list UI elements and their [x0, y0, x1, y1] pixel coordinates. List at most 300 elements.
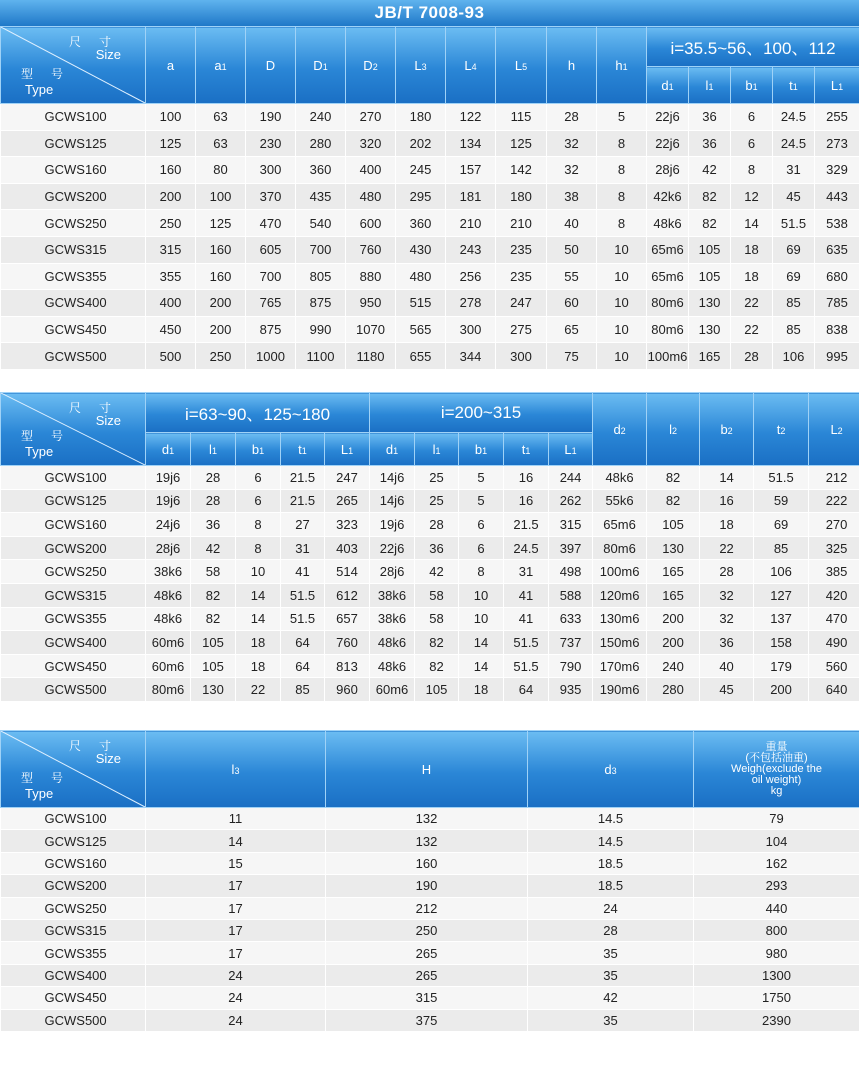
value-cell: 329 — [815, 157, 859, 184]
value-cell: 162 — [694, 852, 859, 874]
value-cell: 19j6 — [146, 466, 191, 490]
header-label: b — [474, 441, 483, 457]
header-label: L — [514, 57, 523, 73]
value-cell: 588 — [549, 583, 593, 607]
value-cell: 48k6 — [146, 583, 191, 607]
model-cell: GCWS450 — [1, 654, 146, 678]
value-cell: 80m6 — [593, 536, 647, 560]
value-cell: 75 — [547, 343, 597, 370]
value-cell: 160 — [146, 157, 196, 184]
value-cell: 181 — [446, 183, 496, 210]
value-cell: 24.5 — [504, 536, 549, 560]
value-cell: 633 — [549, 607, 593, 631]
value-cell: 51.5 — [754, 466, 809, 490]
table-row — [1, 808, 859, 830]
value-cell: 375 — [326, 1009, 528, 1031]
value-cell: 134 — [446, 130, 496, 157]
corner-size-cn: 尺寸 — [68, 401, 129, 415]
value-cell: 150m6 — [593, 631, 647, 655]
value-cell: 280 — [296, 130, 346, 157]
col-header — [146, 731, 326, 808]
value-cell: 1070 — [346, 316, 396, 343]
value-cell: 790 — [549, 654, 593, 678]
value-cell: 990 — [296, 316, 346, 343]
value-cell: 1750 — [694, 987, 859, 1009]
value-cell: 490 — [809, 631, 859, 655]
value-cell: 612 — [325, 583, 370, 607]
value-cell: 273 — [815, 130, 859, 157]
value-cell: 244 — [549, 466, 593, 490]
ratio-sub-header — [459, 433, 504, 466]
value-cell: 85 — [754, 536, 809, 560]
value-cell: 657 — [325, 607, 370, 631]
value-cell: 48k6 — [370, 654, 415, 678]
value-cell: 24 — [528, 897, 694, 919]
table-row — [1, 343, 859, 370]
value-cell: 64 — [504, 678, 549, 702]
model-cell: GCWS500 — [1, 1009, 146, 1031]
ratio-sub-header — [191, 433, 236, 466]
table-row — [1, 290, 859, 317]
header-subscript: 2 — [780, 425, 786, 436]
value-cell: 700 — [246, 263, 296, 290]
col-header — [809, 393, 859, 466]
table-row — [1, 489, 859, 513]
value-cell: 538 — [815, 210, 859, 237]
weight-header-line: kg — [770, 784, 783, 797]
value-cell: 180 — [496, 183, 547, 210]
header-subscript: 2 — [837, 425, 843, 436]
value-cell: 24.5 — [773, 130, 815, 157]
table-row — [1, 919, 859, 941]
header-label: L — [830, 421, 838, 437]
ratio-sub-header — [504, 433, 549, 466]
value-cell: 18 — [731, 263, 773, 290]
value-cell: 28j6 — [647, 157, 689, 184]
value-cell: 14j6 — [370, 489, 415, 513]
value-cell: 58 — [415, 583, 459, 607]
value-cell: 21.5 — [281, 466, 325, 490]
value-cell: 280 — [647, 678, 700, 702]
value-cell: 41 — [504, 607, 549, 631]
table-row — [1, 631, 859, 655]
header-label: l — [231, 761, 235, 777]
value-cell: 14.5 — [528, 808, 694, 830]
value-cell: 125 — [496, 130, 547, 157]
dimension-table-2 — [0, 392, 859, 702]
value-cell: 157 — [446, 157, 496, 184]
value-cell: 1180 — [346, 343, 396, 370]
header-label: d — [385, 441, 394, 457]
value-cell: 262 — [549, 489, 593, 513]
value-cell: 230 — [246, 130, 296, 157]
corner-model-cn: 型号 — [21, 429, 82, 443]
value-cell: 122 — [446, 104, 496, 131]
ratio-sub-header — [325, 433, 370, 466]
header-subscript: 1 — [622, 61, 628, 72]
col-header — [647, 393, 700, 466]
header-label: t — [789, 77, 793, 93]
header-label: L — [464, 57, 472, 73]
header-subscript: 3 — [421, 61, 427, 72]
col-header — [196, 27, 246, 104]
col-header — [146, 27, 196, 104]
value-cell: 785 — [815, 290, 859, 317]
value-cell: 250 — [326, 919, 528, 941]
value-cell: 10 — [597, 290, 647, 317]
value-cell: 165 — [647, 583, 700, 607]
value-cell: 240 — [296, 104, 346, 131]
header-label: l — [705, 77, 709, 93]
value-cell: 16 — [504, 466, 549, 490]
value-cell: 120m6 — [593, 583, 647, 607]
value-cell: 22 — [700, 536, 754, 560]
dimension-table-3 — [0, 730, 859, 1032]
value-cell: 60 — [547, 290, 597, 317]
value-cell: 295 — [396, 183, 446, 210]
col-header — [246, 27, 296, 104]
value-cell: 16 — [700, 489, 754, 513]
table-row — [1, 607, 859, 631]
model-cell: GCWS250 — [1, 560, 146, 584]
value-cell: 200 — [754, 678, 809, 702]
value-cell: 105 — [191, 631, 236, 655]
header-label: L — [830, 77, 839, 93]
value-cell: 165 — [647, 560, 700, 584]
value-cell: 14 — [731, 210, 773, 237]
value-cell: 132 — [326, 808, 528, 830]
value-cell: 190 — [326, 875, 528, 897]
value-cell: 813 — [325, 654, 370, 678]
value-cell: 1100 — [296, 343, 346, 370]
table-row — [1, 678, 859, 702]
header-subscript: 1 — [322, 61, 328, 72]
header-subscript: 1 — [838, 81, 844, 92]
value-cell: 12 — [731, 183, 773, 210]
value-cell: 1000 — [246, 343, 296, 370]
value-cell: 38 — [547, 183, 597, 210]
ratio-sub-header — [773, 67, 815, 104]
value-cell: 360 — [396, 210, 446, 237]
value-cell: 31 — [504, 560, 549, 584]
value-cell: 55 — [547, 263, 597, 290]
value-cell: 235 — [496, 263, 547, 290]
value-cell: 130 — [191, 678, 236, 702]
value-cell: 24.5 — [773, 104, 815, 131]
value-cell: 132 — [326, 830, 528, 852]
value-cell: 32 — [700, 583, 754, 607]
ratio-group-header: i=35.5~56、100、112 — [647, 27, 859, 67]
value-cell: 6 — [731, 130, 773, 157]
value-cell: 212 — [809, 466, 859, 490]
value-cell: 450 — [146, 316, 196, 343]
corner-type-en: Type — [25, 786, 54, 801]
value-cell: 14j6 — [370, 466, 415, 490]
value-cell: 440 — [694, 897, 859, 919]
value-cell: 265 — [326, 942, 528, 964]
table-row — [1, 536, 859, 560]
value-cell: 278 — [446, 290, 496, 317]
model-cell: GCWS160 — [1, 513, 146, 537]
corner-type-en: Type — [25, 82, 54, 97]
header-label: H — [421, 761, 432, 777]
value-cell: 42 — [191, 536, 236, 560]
value-cell: 45 — [773, 183, 815, 210]
value-cell: 200 — [196, 316, 246, 343]
value-cell: 22 — [236, 678, 281, 702]
value-cell: 38k6 — [146, 560, 191, 584]
value-cell: 35 — [528, 942, 694, 964]
weight-header — [694, 731, 859, 808]
value-cell: 105 — [689, 236, 731, 263]
header-subscript: 2 — [620, 425, 626, 436]
value-cell: 1300 — [694, 964, 859, 986]
value-cell: 22 — [731, 316, 773, 343]
corner-size-en: Size — [95, 413, 121, 428]
value-cell: 360 — [296, 157, 346, 184]
value-cell: 240 — [647, 654, 700, 678]
value-cell: 200 — [146, 183, 196, 210]
value-cell: 160 — [326, 852, 528, 874]
value-cell: 250 — [196, 343, 246, 370]
value-cell: 65m6 — [647, 236, 689, 263]
value-cell: 65m6 — [593, 513, 647, 537]
value-cell: 18.5 — [528, 875, 694, 897]
value-cell: 680 — [815, 263, 859, 290]
value-cell: 18 — [236, 631, 281, 655]
value-cell: 82 — [689, 210, 731, 237]
corner-type-en: Type — [25, 444, 54, 459]
header-subscript: 1 — [708, 81, 714, 92]
table-row — [1, 830, 859, 852]
header-label: L — [414, 57, 422, 73]
value-cell: 137 — [754, 607, 809, 631]
value-cell: 82 — [415, 654, 459, 678]
value-cell: 315 — [326, 987, 528, 1009]
table-row — [1, 942, 859, 964]
value-cell: 400 — [146, 290, 196, 317]
value-cell: 14 — [236, 607, 281, 631]
header-label: d — [604, 761, 612, 777]
table-row — [1, 1009, 859, 1031]
model-cell: GCWS100 — [1, 466, 146, 490]
ratio-sub-header — [647, 67, 689, 104]
corner-model-cn: 型号 — [21, 67, 82, 81]
value-cell: 8 — [731, 157, 773, 184]
value-cell: 565 — [396, 316, 446, 343]
value-cell: 51.5 — [773, 210, 815, 237]
value-cell: 10 — [597, 236, 647, 263]
value-cell: 48k6 — [647, 210, 689, 237]
value-cell: 105 — [415, 678, 459, 702]
value-cell: 250 — [146, 210, 196, 237]
ratio-sub-header — [815, 67, 859, 104]
model-cell: GCWS400 — [1, 290, 146, 317]
value-cell: 80m6 — [146, 678, 191, 702]
value-cell: 950 — [346, 290, 396, 317]
value-cell: 245 — [396, 157, 446, 184]
value-cell: 179 — [754, 654, 809, 678]
value-cell: 200 — [196, 290, 246, 317]
ratio-sub-header — [549, 433, 593, 466]
header-label: d — [661, 77, 669, 93]
value-cell: 22j6 — [647, 104, 689, 131]
model-cell: GCWS315 — [1, 919, 146, 941]
value-cell: 14 — [459, 631, 504, 655]
col-header — [396, 27, 446, 104]
header-label: D — [265, 57, 276, 73]
model-cell: GCWS125 — [1, 489, 146, 513]
header-label: h — [615, 57, 623, 73]
value-cell: 8 — [597, 183, 647, 210]
header-label: L — [340, 441, 349, 457]
value-cell: 222 — [809, 489, 859, 513]
value-cell: 320 — [346, 130, 396, 157]
value-cell: 800 — [694, 919, 859, 941]
value-cell: 275 — [496, 316, 547, 343]
model-cell: GCWS355 — [1, 942, 146, 964]
value-cell: 315 — [549, 513, 593, 537]
col-header — [597, 27, 647, 104]
value-cell: 8 — [597, 157, 647, 184]
value-cell: 32 — [700, 607, 754, 631]
value-cell: 435 — [296, 183, 346, 210]
model-cell: GCWS250 — [1, 210, 146, 237]
corner-size-cn: 尺寸 — [68, 35, 129, 49]
value-cell: 265 — [326, 964, 528, 986]
value-cell: 18 — [700, 513, 754, 537]
value-cell: 355 — [146, 263, 196, 290]
value-cell: 22 — [731, 290, 773, 317]
value-cell: 514 — [325, 560, 370, 584]
table-row — [1, 263, 859, 290]
value-cell: 142 — [496, 157, 547, 184]
header-subscript: 1 — [792, 81, 798, 92]
col-header — [296, 27, 346, 104]
value-cell: 325 — [809, 536, 859, 560]
value-cell: 6 — [459, 536, 504, 560]
model-cell: GCWS160 — [1, 157, 146, 184]
value-cell: 16 — [504, 489, 549, 513]
value-cell: 32 — [547, 157, 597, 184]
model-cell: GCWS125 — [1, 830, 146, 852]
value-cell: 31 — [773, 157, 815, 184]
value-cell: 403 — [325, 536, 370, 560]
value-cell: 190 — [246, 104, 296, 131]
header-subscript: 1 — [482, 445, 488, 456]
value-cell: 41 — [281, 560, 325, 584]
value-cell: 51.5 — [504, 631, 549, 655]
value-cell: 51.5 — [504, 654, 549, 678]
value-cell: 58 — [415, 607, 459, 631]
table-row — [1, 583, 859, 607]
col-header — [593, 393, 647, 466]
value-cell: 256 — [446, 263, 496, 290]
value-cell: 130m6 — [593, 607, 647, 631]
model-cell: GCWS200 — [1, 875, 146, 897]
value-cell: 293 — [694, 875, 859, 897]
value-cell: 104 — [694, 830, 859, 852]
header-label: L — [564, 441, 572, 457]
value-cell: 28 — [547, 104, 597, 131]
value-cell: 5 — [597, 104, 647, 131]
value-cell: 323 — [325, 513, 370, 537]
value-cell: 430 — [396, 236, 446, 263]
value-cell: 2390 — [694, 1009, 859, 1031]
table-row — [1, 987, 859, 1009]
ratio-sub-header — [731, 67, 773, 104]
value-cell: 28 — [191, 489, 236, 513]
value-cell: 48k6 — [593, 466, 647, 490]
value-cell: 55k6 — [593, 489, 647, 513]
value-cell: 515 — [396, 290, 446, 317]
header-label: D — [363, 57, 373, 73]
value-cell: 480 — [396, 263, 446, 290]
col-header — [326, 731, 528, 808]
value-cell: 8 — [459, 560, 504, 584]
value-cell: 370 — [246, 183, 296, 210]
model-cell: GCWS125 — [1, 130, 146, 157]
value-cell: 265 — [325, 489, 370, 513]
table-row — [1, 236, 859, 263]
value-cell: 243 — [446, 236, 496, 263]
value-cell: 35 — [528, 1009, 694, 1031]
table-row — [1, 104, 859, 131]
header-subscript: 1 — [259, 445, 265, 456]
header-label: b — [720, 421, 728, 437]
value-cell: 235 — [496, 236, 547, 263]
table-row — [1, 513, 859, 537]
value-cell: 38k6 — [370, 583, 415, 607]
value-cell: 80 — [196, 157, 246, 184]
value-cell: 640 — [809, 678, 859, 702]
value-cell: 18 — [731, 236, 773, 263]
value-cell: 28 — [731, 343, 773, 370]
value-cell: 28 — [528, 919, 694, 941]
header-label: a — [214, 57, 222, 73]
table-row — [1, 852, 859, 874]
value-cell: 24 — [146, 1009, 326, 1031]
table-row — [1, 654, 859, 678]
value-cell: 300 — [446, 316, 496, 343]
value-cell: 17 — [146, 897, 326, 919]
value-cell: 59 — [754, 489, 809, 513]
value-cell: 270 — [809, 513, 859, 537]
value-cell: 540 — [296, 210, 346, 237]
value-cell: 190m6 — [593, 678, 647, 702]
header-subscript: 1 — [752, 81, 758, 92]
header-subscript: 1 — [348, 445, 354, 456]
value-cell: 655 — [396, 343, 446, 370]
value-cell: 60m6 — [146, 631, 191, 655]
value-cell: 480 — [346, 183, 396, 210]
value-cell: 85 — [281, 678, 325, 702]
ratio-sub-header — [236, 433, 281, 466]
value-cell: 63 — [196, 130, 246, 157]
value-cell: 635 — [815, 236, 859, 263]
value-cell: 737 — [549, 631, 593, 655]
value-cell: 15 — [146, 852, 326, 874]
corner-header — [1, 27, 146, 104]
corner-header — [1, 393, 146, 466]
value-cell: 180 — [396, 104, 446, 131]
value-cell: 35 — [528, 964, 694, 986]
value-cell: 38k6 — [370, 607, 415, 631]
header-subscript: 1 — [211, 445, 217, 456]
value-cell: 42 — [689, 157, 731, 184]
weight-header-line: 重量 — [765, 740, 788, 753]
table-row — [1, 157, 859, 184]
